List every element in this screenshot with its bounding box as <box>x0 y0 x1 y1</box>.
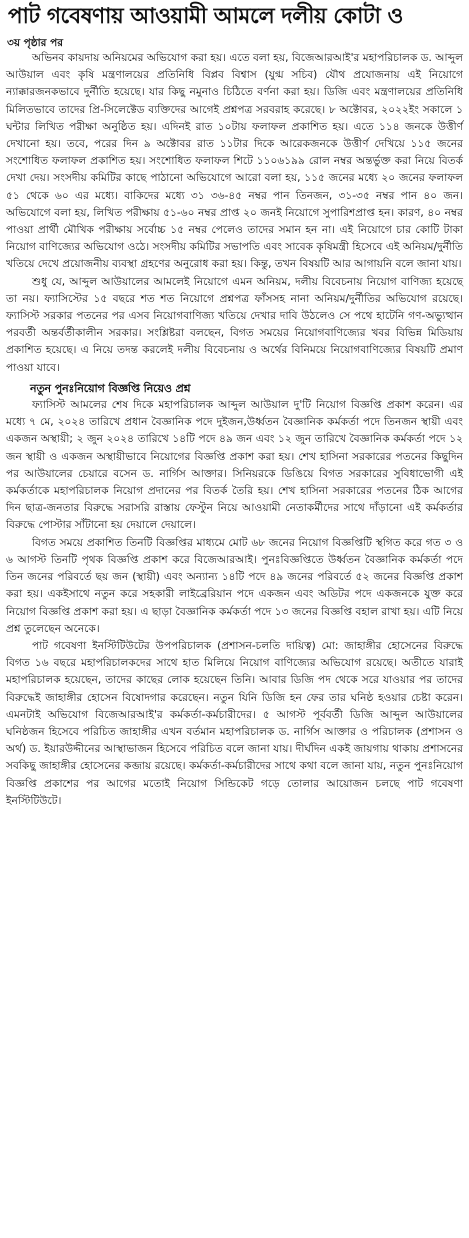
paragraph-5: পাট গবেষণা ইনস্টিটিউটের উপপরিচালক (প্রশাসন-চলতি দায়িত্ব) মো: জাহাঙ্গীর হোসেনের বিরুদ্ধে বিগত ১৬ বছরে মহাপরিচালকদের সাথে হাত মিলিয়ে নিয়োগ বাণিজ্যের অভিযোগ রয়েছে। অতীতে যারাই মহাপরিচালক হয়েছেন, তাদের কাছের লোক হয়েছেন তিনি। আবার ডিজি পদ থেকে সরে যাওয়ার পর তাদের বিরুদ্ধেই জাহাঙ্গীর হোসেন বিষোদগার করেছেন। নতুন যিনি ডিজি হন ফের তার ঘনিষ্ঠ হওয়ার চেষ্টা করেন। এমনটাই অভিযোগ বিজেআরআই'র কর্মকর্তা-কর্মচারীদের। ৫ আগস্ট পূর্ববর্তী ডিজি আব্দুল আউয়ালের ঘনিষ্ঠজন হিসেবে পরিচিত জাহাঙ্গীর এখন বর্তমান মহাপরিচালক ড. নার্গিস আক্তার ও পরিচালক (প্রশাসন ও অর্থ) ড. ইয়ারউদ্দীনের আস্থাভাজন হিসেবে পরিচিত বলে জানা যায়। দীর্ঘদিন একই জায়গায় থাকায় প্রশাসনের সবকিছু জাহাঙ্গীর হোসেনের কব্জায় রয়েছে। কর্মকর্তা-কর্মচারীদের সাথে কথা বলে জানা যায়, নতুন পুনঃনিয়োগ বিজ্ঞপ্তি প্রকাশের পর আগের মতোই নিয়োগ সিন্ডিকেট গড়ে তোলার আয়োজন চলছে পাট গবেষণা ইনস্টিটিউটে। <box>6 639 463 807</box>
paragraph-4: বিগত সময়ে প্রকাশিত তিনটি বিজ্ঞপ্তির মাধ্যমে মোট ৬৮ জনের নিয়োগ বিজ্ঞপ্তিটি স্থগিত করে গত ৩ ও ৬ আগস্ট তিনটি পৃথক বিজ্ঞপ্তি প্রকাশ করে বিজেআরআই। পুনঃবিজ্ঞপ্তিতে উর্ধ্বতন বৈজ্ঞানিক কর্মকর্তা পদে তিন জনের পরিবর্তে ছয় জন (স্থায়ী) এবং অন্যান্য ১৪টি পদে ৪৯ জনের পরিবর্তে ৫২ জনের বিজ্ঞপ্তি প্রকাশ করা হয়। একইসাথে নতুন করে সহকারী লাইব্রেরিয়ান পদে একজন এবং অডিটর পদে একজনকে যুক্ত করে নিয়োগ বিজ্ঞপ্তি প্রকাশ করা হয়। এ ছাড়া বৈজ্ঞানিক কর্মকর্তা পদে ১৩ জনের বিজ্ঞপ্তি বহাল রাখা হয়। এটি নিয়ে প্রশ্ন তুলেছেন অনেকে। <box>6 536 463 635</box>
article-body <box>6 50 463 810</box>
paragraph-2: শুধু যে, আব্দুল আউয়ালের আমলেই নিয়োগে এমন অনিয়ম, দলীয় বিবেচনায় নিয়োগ বাণিজ্য হয়েছে তা নয়। ফ্যাসিস্টের ১৫ বছরে শত শত নিয়োগে প্রশ্নপত্র ফাঁসসহ নানা অনিয়ম/দুর্নীতির অভিযোগ রয়েছে। ফ্যাসিস্ট সরকার পতনের পর এসব নিয়োগবাণিজ্য খতিয়ে দেখার দাবি উঠলেও সে পথে হাটেনি গণ-অভ্যুত্থান পরবর্তী অন্তর্বর্তীকালীন সরকার। সংশ্লিষ্টরা বলছেন, বিগত সময়ের নিয়োগবাণিজ্যের খবর বিভিন্ন মিডিয়ায় প্রকাশিত হয়েছে। এ নিয়ে তদন্ত করলেই দলীয় বিবেচনায় ও অর্থের বিনিময়ে নিয়োগবাণিজ্যের বিষয়টি প্রমাণ পাওয়া যাবে। <box>6 275 463 374</box>
paragraph-1: অভিনব কায়দায় অনিয়মের অভিযোগ করা হয়। এতে বলা হয়, বিজেআরআই'র মহাপরিচালক ড. আব্দুল আউয়াল এবং কৃষি মন্ত্রণালয়ের প্রতিনিধি বিপ্লব বিশ্বাস (যুগ্ম সচিব) যৌথ প্রযোজনায় এই নিয়োগে ন্যাক্কারজনকভাবে দুর্নীতি হয়েছে। যার কিছু নমুনাও চিঠিতে বর্ণনা করা হয়। ডিজি এবং মন্ত্রণালয়ের প্রতিনিধি মিলিতভাবে তাদের প্রি-সিলেক্টেড ব্যক্তিদের আগেই প্রশ্নপত্র সরবরাহ করেছে। ৮ অক্টোবর, ২০২২ইং সকালে ১ ঘন্টার লিখিত পরীক্ষা অনুষ্ঠিত হয়। এদিনই রাত ১০টায় ফলাফল প্রকাশিত হয়। এতে ১১৪ জনকে উত্তীর্ণ দেখানো হয়। তবে, পরের দিন ৯ অক্টোবর রাত ১১টার দিকে আরেকজনকে উত্তীর্ণ দেখিয়ে ১১৫ জনের সংশোধিত ফলাফল প্রকাশিত হয়। সংশোধিত ফলাফল শিটে ১১০৬১৯৯ রোল নম্বর অন্তর্ভুক্ত করা নিয়ে বিতর্ক দেখা দেয়। সংসদীয় কমিটির কাছে পাঠানো অভিযোগে আরো বলা হয়, ১১৫ জনের মধ্যে ২০ জনের ফলাফল ৫১ থেকে ৬০ এর মধ্যে। বাকিদের মধ্যে ৩১ ৩৬-৪৫ নম্বর পান তিনজন, ৩১-৩৫ নম্বর পান ৪০ জন। অভিযোগে বলা হয়, লিখিত পরীক্ষায় ৫১-৬০ নম্বর প্রাপ্ত ২০ জনই নিয়োগে সুপারিশপ্রাপ্ত হন। কারণ, ৪০ নম্বর পাওয়া প্রার্থী মৌখিক পরীক্ষায় সর্বোচ্চ ১৫ নম্বর পেলেও তাদের সমান হন না। এই নিয়োগে চার কোটি টাকা নিয়োগ বাণিজ্যের অভিযোগ ওঠে। সংসদীয় কমিটির সভাপতি এবং সাবেক কৃষিমন্ত্রী হিসেবে এই অনিয়ম/দুর্নীতি খতিয়ে দেখে প্রয়োজনীয় ব্যবস্থা গ্রহণের অনুরোধ করা হয়। কিন্তু, তখন বিষয়টি আর আগায়নি বলে জানা যায়। <box>6 52 463 271</box>
paragraph-3: ফ্যাসিস্ট আমলের শেষ দিকে মহাপরিচালক আব্দুল আউয়াল দু'টি নিয়োগ বিজ্ঞপ্তি প্রকাশ করেন। এর মধ্যে ৭ মে, ২০২৪ তারিখে প্রধান বৈজ্ঞানিক পদে দুইজন,উর্ধ্বতন বৈজ্ঞানিক কর্মকর্তা পদে তিনজন স্থায়ী এবং একজন অস্থায়ী; ২ জুন ২০২৪ তারিখে ১৪টি পদে ৪৯ জন এবং ১২ জুন তারিখে বৈজ্ঞানিক কর্মকর্তা পদে ১২ জন স্থায়ী ও একজন অস্থায়ীভাবে নিয়োগের বিজ্ঞপ্তি প্রকাশ করা হয়। শেখ হাসিনা সরকারের পতনের কিছুদিন পর আউয়ালের চেয়ারে বসেন ড. নার্গিস আক্তার। সিনিয়রকে ডিঙিয়ে বিগত সরকারের সুবিধাভোগী এই কর্মকর্তাকে মহাপরিচালক নিয়োগ প্রদানের পর বিতর্ক তৈরি হয়। শেখ হাসিনা সরকারের পতনের ঠিক আগের দিন ছাত্র-জনতার বিরুদ্ধে সরাসরি রাস্তায় ফেস্টুন নিয়ে আওয়ামী নেতাকর্মীদের সাথে দাঁড়ানো এই কর্মকর্তার বিরুদ্ধে পোস্টার সাঁটানো হয় দেয়ালে দেয়ালে। <box>6 399 463 532</box>
subheading: নতুন পুনঃনিয়োগ বিজ্ঞপ্তি নিয়েও প্রশ্ন <box>30 381 191 395</box>
headline: পাট গবেষণায় আওয়ামী আমলে দলীয় কোটা ও <box>8 4 403 29</box>
continued-from-label: ৩য় পৃষ্ঠার পর <box>7 37 64 49</box>
